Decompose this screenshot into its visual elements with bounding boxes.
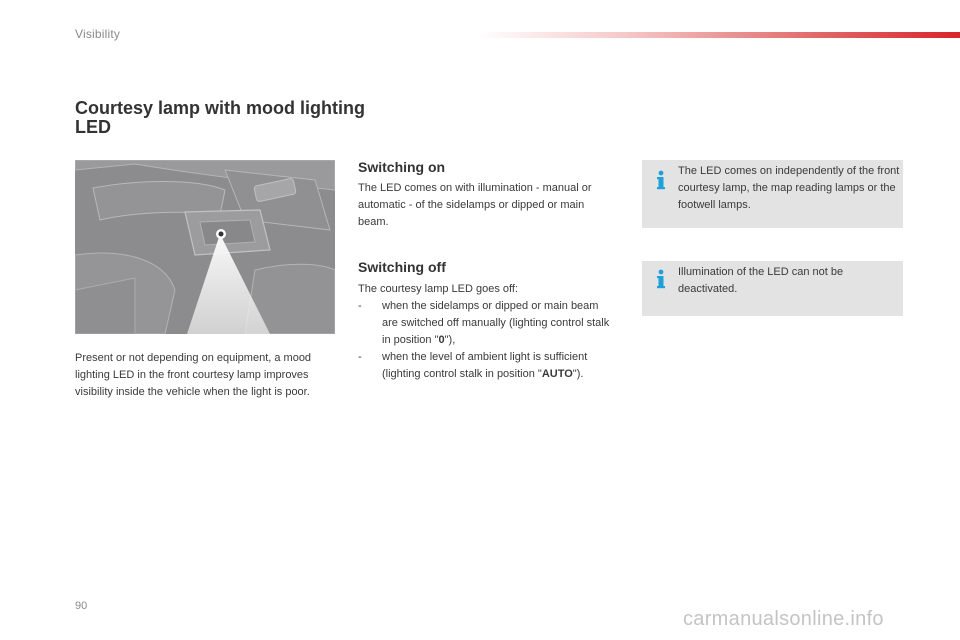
watermark[interactable]: carmanualsonline.info: [683, 608, 884, 630]
courtesy-lamp-illustration: [75, 160, 335, 334]
list-text: when the level of ambient light is sufficient (lighting control stalk in position ": [382, 351, 588, 380]
page-title: Courtesy lamp with mood lighting LED: [75, 98, 365, 137]
header-accent-bar: [478, 32, 960, 38]
list-dash: -: [358, 300, 362, 312]
switching-off-intro: The courtesy lamp LED goes off:: [358, 283, 518, 295]
section-label: Visibility: [75, 27, 121, 41]
info-box: [642, 261, 903, 316]
list-bold: AUTO: [541, 368, 573, 380]
list-bold: 0: [438, 334, 445, 346]
switching-on-heading: Switching on: [358, 159, 446, 175]
list-item: [358, 349, 613, 383]
info-text: Illumination of the LED can not be deactivated.: [678, 266, 844, 295]
list-text: "),: [444, 334, 456, 346]
page-number: 90: [75, 600, 88, 612]
switching-off-heading: Switching off: [358, 259, 446, 275]
list-text: ").: [572, 368, 584, 380]
list-dash: -: [358, 351, 362, 363]
list-item: [358, 298, 613, 349]
info-text: The LED comes on independently of the front courtesy lamp, the map reading lamps or the footwell lamps.: [678, 165, 900, 211]
info-icon: [656, 170, 666, 195]
info-icon: [656, 269, 666, 294]
info-box: [642, 160, 903, 228]
list-text: when the sidelamps or dipped or main beam are switched off manually (lighting control stalk in position ": [382, 300, 610, 346]
switching-off-block: [358, 281, 613, 383]
switching-on-text: The LED comes on with illumination - manual or automatic - of the sidelamps or dipped or main beam.: [358, 182, 592, 228]
intro-paragraph: Present or not depending on equipment, a mood lighting LED in the front courtesy lamp improves visibility inside the vehicle when the light is poor.: [75, 352, 312, 398]
